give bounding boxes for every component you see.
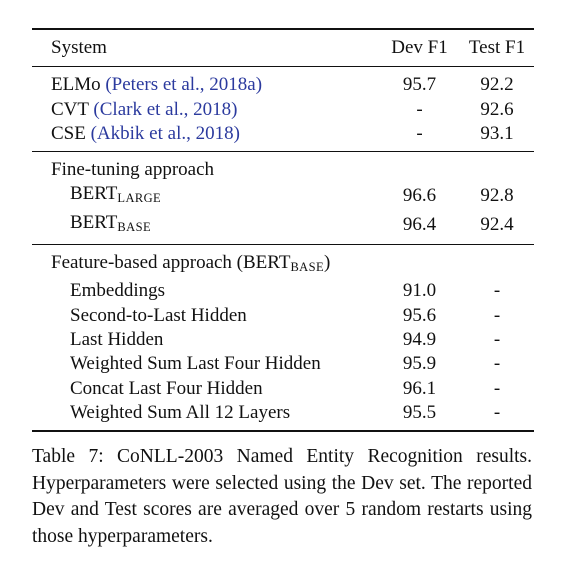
table-row xyxy=(32,98,534,122)
model-size-subscript: BASE xyxy=(290,260,324,275)
section-title-feature-based xyxy=(32,245,534,280)
table-row xyxy=(32,182,534,210)
row-system: Last Hidden xyxy=(70,328,164,350)
table-row xyxy=(32,211,534,245)
row-system: Weighted Sum All 12 Layers xyxy=(32,401,379,431)
row-system: Concat Last Four Hidden xyxy=(70,377,263,399)
test-score: - xyxy=(493,377,501,399)
row-system xyxy=(32,67,379,98)
table-row xyxy=(32,304,534,328)
test-score: - xyxy=(493,328,501,350)
row-system xyxy=(32,98,379,122)
citation-link[interactable]: (Clark et al., 2018) xyxy=(93,98,238,120)
system-name: BERT xyxy=(70,211,118,233)
table-header-row xyxy=(32,29,534,67)
dev-score: 96.4 xyxy=(402,213,437,235)
table-caption: Table 7: CoNLL-2003 Named Entity Recognition results. Hyperparameters were selected using the Dev set. The reported Dev and Test scores are averaged over 5 random restarts using those hyperparameters. xyxy=(32,446,532,547)
system-name: CSE xyxy=(51,122,86,144)
citation-link[interactable]: (Peters et al., 2018a) xyxy=(105,74,263,96)
section-heading-row xyxy=(32,152,534,183)
test-score: 92.2 xyxy=(460,67,534,98)
dev-score: 95.6 xyxy=(402,304,437,326)
dev-score: 95.5 xyxy=(379,401,460,431)
test-score: 92.6 xyxy=(480,98,514,120)
section-heading-row xyxy=(32,245,534,280)
dev-score: 96.6 xyxy=(402,185,437,207)
row-system: Weighted Sum Last Four Hidden xyxy=(70,353,321,375)
dev-score: - xyxy=(416,98,423,120)
row-system xyxy=(32,122,379,152)
test-score: - xyxy=(460,401,534,431)
table-row xyxy=(32,377,534,401)
table-row xyxy=(32,279,534,303)
row-system xyxy=(32,211,379,245)
section-title-suffix: ) xyxy=(324,252,331,274)
row-system xyxy=(32,182,379,210)
test-score: - xyxy=(493,280,501,302)
dev-score: 96.1 xyxy=(402,377,437,399)
header-system: System xyxy=(32,29,379,67)
header-test-f1: Test F1 xyxy=(460,29,534,67)
row-system: Embeddings xyxy=(70,280,165,302)
dev-score: - xyxy=(416,122,423,144)
dev-score: 95.9 xyxy=(402,353,437,375)
section-title-text: Feature-based approach (BERT xyxy=(51,252,291,274)
dev-score: 95.7 xyxy=(379,67,460,98)
table-row xyxy=(32,122,534,152)
model-size-subscript: LARGE xyxy=(117,191,162,206)
dev-score: 91.0 xyxy=(402,280,437,302)
table-row xyxy=(32,401,534,431)
model-size-subscript: BASE xyxy=(117,219,151,234)
header-dev-f1: Dev F1 xyxy=(379,29,460,67)
test-score: - xyxy=(493,353,501,375)
system-name: BERT xyxy=(70,183,118,205)
test-score: 92.8 xyxy=(480,185,514,207)
citation-link[interactable]: (Akbik et al., 2018) xyxy=(90,122,240,144)
table-row xyxy=(32,352,534,376)
row-system: Second-to-Last Hidden xyxy=(70,304,247,326)
system-name: ELMo xyxy=(51,74,101,96)
test-score: - xyxy=(493,304,501,326)
test-score-best: 93.1 xyxy=(480,122,514,144)
results-table xyxy=(32,28,534,432)
dev-score: 94.9 xyxy=(402,328,437,350)
system-name: CVT xyxy=(51,98,89,120)
section-title-finetuning: Fine-tuning approach xyxy=(32,152,534,183)
table-row xyxy=(32,328,534,352)
table-row xyxy=(32,67,534,98)
test-score: 92.4 xyxy=(480,213,514,235)
